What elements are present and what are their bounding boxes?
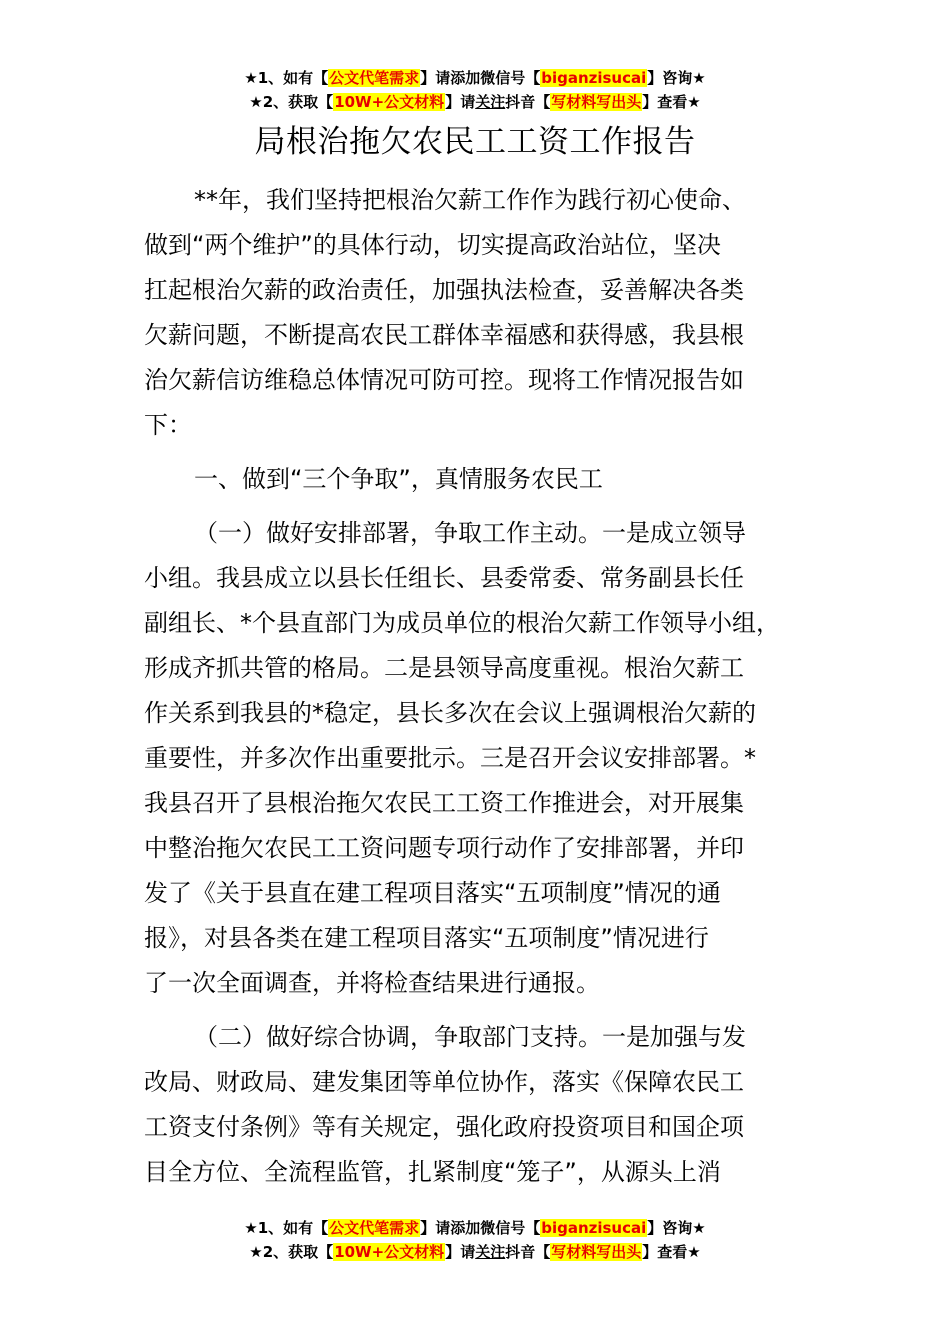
underline-follow: 关注 xyxy=(475,93,506,111)
paragraph-line: 了一次全面调查，并将检查结果进行通报。 xyxy=(144,969,600,997)
paragraph-line: 治欠薪信访维稳总体情况可防可控。现将工作情况报告如 xyxy=(144,366,744,394)
banner-line-1 xyxy=(0,1216,950,1240)
paragraph-line: 小组。我县成立以县长任组长、县委常委、常务副县长任 xyxy=(144,564,744,592)
banner-line-2 xyxy=(0,90,950,114)
banner-text: 】请 xyxy=(445,93,476,111)
document-title: 局根治拖欠农民工工资工作报告 xyxy=(254,124,696,160)
paragraph-line: 作关系到我县的*稳定，县长多次在会议上强调根治欠薪的 xyxy=(144,699,756,727)
banner-text: 】咨询★ xyxy=(647,1219,706,1237)
footer-banner xyxy=(0,1216,950,1264)
banner-text: 】请添加微信号【 xyxy=(420,1219,541,1237)
banner-text: ★1、如有【 xyxy=(244,1219,329,1237)
paragraph-line: 下： xyxy=(144,411,192,439)
document-body xyxy=(144,178,824,1195)
banner-line-1 xyxy=(0,66,950,90)
paragraph-line: **年，我们坚持把根治欠薪工作作为践行初心使命、 xyxy=(194,186,746,214)
highlight-service: 公文代笔需求 xyxy=(329,1219,420,1237)
banner-text: 】请添加微信号【 xyxy=(420,69,541,87)
paragraph-line: 形成齐抓共管的格局。二是县领导高度重视。根治欠薪工 xyxy=(144,654,744,682)
banner-text: ★1、如有【 xyxy=(244,69,329,87)
highlight-wechat-id: biganzisucai xyxy=(541,69,647,87)
section-paragraph-2 xyxy=(144,1015,824,1195)
paragraph-line: 报》，对县各类在建工程项目落实“五项制度”情况进行 xyxy=(144,924,709,952)
highlight-douyin-account: 写材料写出头 xyxy=(551,1243,642,1261)
banner-line-2 xyxy=(0,1240,950,1264)
banner-text: 抖音【 xyxy=(505,93,551,111)
banner-text: 抖音【 xyxy=(505,1243,551,1261)
banner-text: 】查看★ xyxy=(642,93,701,111)
paragraph-line: 改局、财政局、建发集团等单位协作，落实《保障农民工 xyxy=(144,1068,744,1096)
underline-follow: 关注 xyxy=(475,1243,506,1261)
highlight-wechat-id: biganzisucai xyxy=(541,1219,647,1237)
paragraph-line: （一）做好安排部署，争取工作主动。一是成立领导 xyxy=(194,519,746,547)
banner-text: 】请 xyxy=(445,1243,476,1261)
paragraph-line: 副组长、*个县直部门为成员单位的根治欠薪工作领导小组， xyxy=(144,609,780,637)
highlight-douyin-account: 写材料写出头 xyxy=(551,93,642,111)
paragraph-line: 中整治拖欠农民工工资问题专项行动作了安排部署，并印 xyxy=(144,834,744,862)
paragraph-line: 做到“两个维护”的具体行动，切实提高政治站位，坚决 xyxy=(144,231,721,259)
banner-text: ★2、获取【 xyxy=(249,93,334,111)
paragraph-line: 我县召开了县根治拖欠农民工工资工作推进会，对开展集 xyxy=(144,789,744,817)
header-banner xyxy=(0,66,950,114)
paragraph-line: （二）做好综合协调，争取部门支持。一是加强与发 xyxy=(194,1023,746,1051)
banner-text: ★2、获取【 xyxy=(249,1243,334,1261)
highlight-materials: 10W+公文材料 xyxy=(334,1243,445,1261)
paragraph-line: 工资支付条例》等有关规定，强化政府投资项目和国企项 xyxy=(144,1113,744,1141)
paragraph-line: 重要性，并多次作出重要批示。三是召开会议安排部署。* xyxy=(144,744,756,772)
paragraph-line: 目全方位、全流程监管，扎紧制度“笼子”，从源头上消 xyxy=(144,1158,721,1186)
section-paragraph-1 xyxy=(144,511,824,1006)
paragraph-line: 扛起根治欠薪的政治责任，加强执法检查，妥善解决各类 xyxy=(144,276,744,304)
section-heading: 一、做到“三个争取”，真情服务农民工 xyxy=(194,465,603,493)
paragraph-line: 欠薪问题，不断提高农民工群体幸福感和获得感，我县根 xyxy=(144,321,744,349)
banner-text: 】查看★ xyxy=(642,1243,701,1261)
banner-text: 】咨询★ xyxy=(647,69,706,87)
paragraph-line: 发了《关于县直在建工程项目落实“五项制度”情况的通 xyxy=(144,879,721,907)
highlight-service: 公文代笔需求 xyxy=(329,69,420,87)
highlight-materials: 10W+公文材料 xyxy=(334,93,445,111)
intro-paragraph xyxy=(144,178,824,448)
